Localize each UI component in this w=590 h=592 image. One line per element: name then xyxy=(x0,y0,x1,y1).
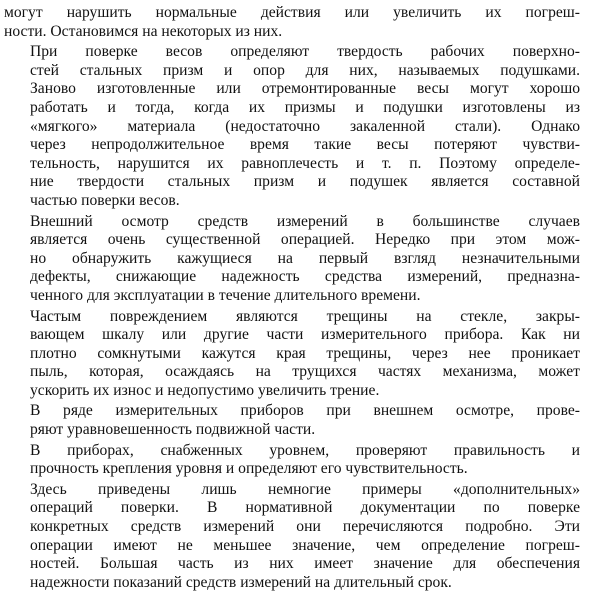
paragraph-7 xyxy=(4,481,580,592)
text-line: пыль, которая, осаждаясь на трущихся частях механизма, может xyxy=(30,363,580,381)
text-line: операций поверки. В нормативной документации по поверке xyxy=(30,499,580,517)
paragraph-6 xyxy=(4,442,580,479)
text-line: тельность, нарушится их равноплечесть и т. п. Поэтому определе- xyxy=(30,154,580,172)
text-line: ностей. Большая часть из них имеет значение для обеспечения xyxy=(30,555,580,573)
text-line: операции имеют не меньшее значение, чем определение погреш- xyxy=(30,536,580,554)
paragraph-5 xyxy=(4,402,580,439)
text-line: Внешний осмотр средств измерений в большинстве случаев xyxy=(30,212,580,230)
text-line: конкретных средств измерений они перечисляются подробно. Эти xyxy=(30,518,580,536)
text-line: Заново изготовленные или отремонтированные весы могут хорошо xyxy=(30,80,580,98)
text-line: При поверке весов определяют твердость рабочих поверхно- xyxy=(30,43,580,61)
text-line: через непродолжительное время такие весы потеряют чувстви- xyxy=(30,136,580,154)
text-line: ряют уравновешенность подвижной части. xyxy=(30,421,316,439)
text-line: вающем шкалу или другие части измерительного прибора. Как ни xyxy=(30,326,580,344)
text-line: прочность крепления уровня и определяют его чувствительность. xyxy=(30,460,468,478)
paragraph-2 xyxy=(4,43,580,210)
text-line: В приборах, снабженных уровнем, проверяют правильность и xyxy=(30,441,580,459)
text-line: Частым повреждением являются трещины на стекле, закры- xyxy=(30,307,580,325)
text-line: надежности показаний средств измерений на длительный срок. xyxy=(30,573,452,591)
text-line: стей стальных призм и опор для них, называемых подушками. xyxy=(30,61,580,79)
text-line: «мягкого» материала (недостаточно закаленной стали). Однако xyxy=(30,117,580,135)
text-line: частью поверки весов. xyxy=(30,191,180,209)
text-line: Здесь приведены лишь немногие примеры «дополнительных» xyxy=(30,480,580,498)
text-line: ускорить их износ и недопустимо увеличить трение. xyxy=(30,381,380,399)
text-line: ности. Остановимся на некоторых из них. xyxy=(4,22,283,40)
paragraph-3 xyxy=(4,213,580,306)
text-line: В ряде измерительных приборов при внешнем осмотре, прове- xyxy=(30,402,580,420)
paragraph-4 xyxy=(4,308,580,401)
text-line: работать и тогда, когда их призмы и подушки изготовлены из xyxy=(30,98,580,116)
text-line: дефекты, снижающие надежность средства измерений, предназна- xyxy=(30,268,580,286)
text-line: плотно сомкнутыми кажутся края трещины, через нее проникает xyxy=(30,344,580,362)
paragraph-1 xyxy=(4,4,580,41)
text-line: но обнаружить кажущиеся на первый взгляд незначительными xyxy=(30,249,580,267)
text-line: могут нарушить нормальные действия или увеличить их погреш- xyxy=(4,4,580,21)
text-line: ченного для эксплуатации в течение длительного времени. xyxy=(30,286,421,304)
text-line: ние твердости стальных призм и подушек является составной xyxy=(30,173,580,191)
text-line: является очень существенной операцией. Нередко при этом мож- xyxy=(30,231,580,249)
